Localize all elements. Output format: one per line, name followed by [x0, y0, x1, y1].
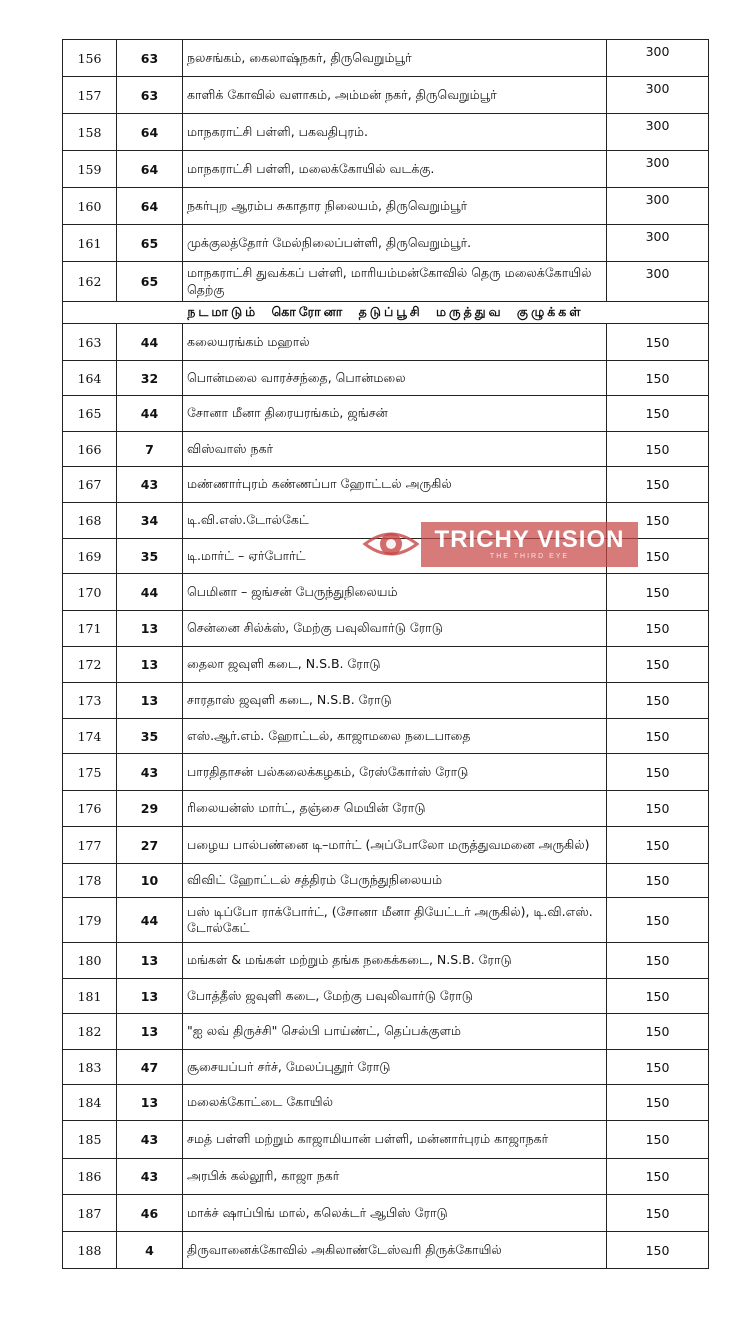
serial-number-cell: 184	[63, 1085, 117, 1121]
vaccine-count-cell: 150	[607, 979, 709, 1014]
watermark	[361, 522, 638, 567]
vaccine-count-cell: 150	[607, 719, 709, 754]
ward-number-cell: 64	[117, 114, 183, 151]
table-row	[63, 1121, 709, 1159]
table-row	[63, 683, 709, 719]
vaccine-count-cell: 150	[607, 467, 709, 503]
watermark-title: TRICHY VISION	[434, 526, 625, 553]
location-cell: மண்ணார்புரம் கண்ணப்பா ஹோட்டல் அருகில்	[183, 467, 607, 503]
ward-number-cell: 65	[117, 262, 183, 302]
serial-number-cell: 162	[63, 262, 117, 302]
table-row	[63, 114, 709, 151]
vaccine-count-cell: 300	[607, 262, 709, 302]
vaccine-count-cell: 300	[607, 77, 709, 114]
ward-number-cell: 13	[117, 611, 183, 647]
table-row	[63, 361, 709, 396]
location-cell: சமத் பள்ளி மற்றும் காஜாமியான் பள்ளி, மன்னார்புரம் காஜாநகர்	[183, 1121, 607, 1159]
table-row	[63, 1085, 709, 1121]
vaccine-count-cell: 150	[607, 683, 709, 719]
location-cell: "ஐ லவ் திருச்சி" செல்பி பாய்ண்ட், தெப்பக்குளம்	[183, 1014, 607, 1050]
ward-number-cell: 34	[117, 503, 183, 539]
serial-number-cell: 164	[63, 361, 117, 396]
table-row	[63, 943, 709, 979]
vaccine-count-cell: 150	[607, 503, 709, 539]
location-cell: ரிலையன்ஸ் மார்ட், தஞ்சை மெயின் ரோடு	[183, 791, 607, 827]
vaccine-count-cell: 150	[607, 1050, 709, 1085]
vaccine-count-cell: 150	[607, 754, 709, 791]
vaccine-count-cell: 150	[607, 361, 709, 396]
serial-number-cell: 183	[63, 1050, 117, 1085]
vaccine-count-cell: 150	[607, 1014, 709, 1050]
serial-number-cell: 161	[63, 225, 117, 262]
location-cell: பழைய பால்பண்னை டி–மார்ட் (அப்போலோ மருத்துவமனை அருகில்)	[183, 827, 607, 864]
vaccination-centres-table	[62, 39, 709, 1269]
vaccine-count-cell: 150	[607, 1195, 709, 1232]
table-row	[63, 791, 709, 827]
ward-number-cell: 64	[117, 188, 183, 225]
location-cell: மாநகராட்சி பள்ளி, மலைக்கோயில் வடக்கு.	[183, 151, 607, 188]
vaccine-count-cell: 150	[607, 791, 709, 827]
watermark-banner	[421, 522, 638, 567]
ward-number-cell: 44	[117, 574, 183, 611]
location-cell: விவிட் ஹோட்டல் சத்திரம் பேருந்துநிலையம்	[183, 864, 607, 898]
ward-number-cell: 13	[117, 1014, 183, 1050]
location-cell: எஸ்.ஆர்.எம். ஹோட்டல், காஜாமலை நடைபாதை	[183, 719, 607, 754]
ward-number-cell: 35	[117, 539, 183, 574]
table-row	[63, 432, 709, 467]
serial-number-cell: 178	[63, 864, 117, 898]
location-cell: அரபிக் கல்லூரி, காஜா நகர்	[183, 1159, 607, 1195]
table-row	[63, 1159, 709, 1195]
serial-number-cell: 172	[63, 647, 117, 683]
ward-number-cell: 7	[117, 432, 183, 467]
serial-number-cell: 163	[63, 324, 117, 361]
serial-number-cell: 179	[63, 898, 117, 943]
table-row	[63, 40, 709, 77]
table-row	[63, 754, 709, 791]
ward-number-cell: 44	[117, 898, 183, 943]
vaccine-count-cell: 150	[607, 539, 709, 574]
vaccine-count-cell: 150	[607, 647, 709, 683]
ward-number-cell: 43	[117, 754, 183, 791]
location-cell: மாநகராட்சி துவக்கப் பள்ளி, மாரியம்மன்கோவில் தெரு மலைக்கோயில் தெற்கு	[183, 262, 607, 302]
location-cell: மாநகராட்சி பள்ளி, பகவதிபுரம்.	[183, 114, 607, 151]
vaccine-count-cell: 150	[607, 1085, 709, 1121]
vaccine-count-cell: 300	[607, 225, 709, 262]
serial-number-cell: 156	[63, 40, 117, 77]
section-header-row	[63, 302, 709, 324]
location-cell: தைலா ஜவுளி கடை, N.S.B. ரோடு	[183, 647, 607, 683]
serial-number-cell: 170	[63, 574, 117, 611]
location-cell: சாரதாஸ் ஜவுளி கடை, N.S.B. ரோடு	[183, 683, 607, 719]
vaccine-count-cell: 150	[607, 396, 709, 432]
location-cell: பெமினா – ஜங்சன் பேருந்துநிலையம்	[183, 574, 607, 611]
location-cell: கலையரங்கம் மஹால்	[183, 324, 607, 361]
location-cell: பாரதிதாசன் பல்கலைக்கழகம், ரேஸ்கோர்ஸ் ரோடு	[183, 754, 607, 791]
serial-number-cell: 185	[63, 1121, 117, 1159]
table-row	[63, 324, 709, 361]
ward-number-cell: 44	[117, 324, 183, 361]
location-cell: பொன்மலை வாரச்சந்தை, பொன்மலை	[183, 361, 607, 396]
ward-number-cell: 47	[117, 1050, 183, 1085]
ward-number-cell: 64	[117, 151, 183, 188]
table-row	[63, 979, 709, 1014]
ward-number-cell: 35	[117, 719, 183, 754]
ward-number-cell: 13	[117, 647, 183, 683]
location-cell: நலசங்கம், கைலாஷ்நகர், திருவெறும்பூர்	[183, 40, 607, 77]
mobile-team-rows	[63, 324, 709, 1269]
serial-number-cell: 166	[63, 432, 117, 467]
ward-number-cell: 43	[117, 1159, 183, 1195]
location-cell: பஸ் டிப்போ ராக்போர்ட், (சோனா மீனா தியேட்டர் அருகில்), டி.வி.எஸ். டோல்கேட்	[183, 898, 607, 943]
vaccine-count-cell: 300	[607, 151, 709, 188]
vaccine-count-cell: 150	[607, 611, 709, 647]
table-row	[63, 1232, 709, 1269]
ward-number-cell: 63	[117, 40, 183, 77]
ward-number-cell: 4	[117, 1232, 183, 1269]
watermark-subtitle: THE THIRD EYE	[489, 553, 570, 560]
serial-number-cell: 160	[63, 188, 117, 225]
location-cell: முக்குலத்தோர் மேல்நிலைப்பள்ளி, திருவெறும்பூர்.	[183, 225, 607, 262]
vaccine-count-cell: 150	[607, 1232, 709, 1269]
ward-number-cell: 65	[117, 225, 183, 262]
location-cell: மங்கள் & மங்கள் மற்றும் தங்க நகைக்கடை, N.S.B. ரோடு	[183, 943, 607, 979]
section-header-body	[63, 302, 709, 324]
vaccine-count-cell: 300	[607, 114, 709, 151]
location-cell: நகர்புற ஆரம்ப சுகாதார நிலையம், திருவெறும்பூர்	[183, 188, 607, 225]
ward-number-cell: 13	[117, 943, 183, 979]
table-row	[63, 1050, 709, 1085]
serial-number-cell: 169	[63, 539, 117, 574]
vaccine-count-cell: 150	[607, 827, 709, 864]
ward-number-cell: 63	[117, 77, 183, 114]
serial-number-cell: 168	[63, 503, 117, 539]
ward-number-cell: 27	[117, 827, 183, 864]
serial-number-cell: 180	[63, 943, 117, 979]
serial-number-cell: 182	[63, 1014, 117, 1050]
vaccine-count-cell: 150	[607, 1159, 709, 1195]
serial-number-cell: 159	[63, 151, 117, 188]
section-header: நடமாடும் கொரோனா தடுப்பூசி மருத்துவ குழுக்கள்	[63, 302, 709, 324]
location-cell: டி.மார்ட் – ஏர்போர்ட்	[183, 539, 607, 574]
location-cell: மாக்ச் ஷாப்பிங் மால், கலெக்டர் ஆபிஸ் ரோடு	[183, 1195, 607, 1232]
table-row	[63, 574, 709, 611]
location-cell: விஸ்வாஸ் நகர்	[183, 432, 607, 467]
table-row	[63, 898, 709, 943]
ward-number-cell: 44	[117, 396, 183, 432]
vaccine-count-cell: 150	[607, 432, 709, 467]
vaccine-count-cell: 150	[607, 324, 709, 361]
fixed-centres-rows	[63, 40, 709, 302]
vaccine-count-cell: 150	[607, 943, 709, 979]
location-cell: போத்தீஸ் ஜவுளி கடை, மேற்கு பவுலிவார்டு ரோடு	[183, 979, 607, 1014]
ward-number-cell: 29	[117, 791, 183, 827]
serial-number-cell: 157	[63, 77, 117, 114]
ward-number-cell: 43	[117, 1121, 183, 1159]
serial-number-cell: 186	[63, 1159, 117, 1195]
serial-number-cell: 158	[63, 114, 117, 151]
table-row	[63, 151, 709, 188]
table-row	[63, 647, 709, 683]
vaccine-count-cell: 300	[607, 40, 709, 77]
serial-number-cell: 181	[63, 979, 117, 1014]
vaccine-count-cell: 150	[607, 574, 709, 611]
vaccine-count-cell: 150	[607, 1121, 709, 1159]
table-row	[63, 396, 709, 432]
vaccine-count-cell: 300	[607, 188, 709, 225]
table-row	[63, 225, 709, 262]
serial-number-cell: 187	[63, 1195, 117, 1232]
serial-number-cell: 171	[63, 611, 117, 647]
location-cell: சோனா மீனா திரையரங்கம், ஜங்சன்	[183, 396, 607, 432]
vaccine-count-cell: 150	[607, 864, 709, 898]
ward-number-cell: 43	[117, 467, 183, 503]
serial-number-cell: 188	[63, 1232, 117, 1269]
ward-number-cell: 32	[117, 361, 183, 396]
serial-number-cell: 165	[63, 396, 117, 432]
table-row	[63, 262, 709, 302]
serial-number-cell: 167	[63, 467, 117, 503]
table-row	[63, 188, 709, 225]
table-row	[63, 77, 709, 114]
serial-number-cell: 174	[63, 719, 117, 754]
table-row	[63, 611, 709, 647]
table-row	[63, 1195, 709, 1232]
table-row	[63, 1014, 709, 1050]
location-cell: காளிக் கோவில் வளாகம், அம்மன் நகர், திருவெறும்பூர்	[183, 77, 607, 114]
location-cell: திருவானைக்கோவில் அகிலாண்டேஸ்வரி திருக்கோயில்	[183, 1232, 607, 1269]
location-cell: மலைக்கோட்டை கோயில்	[183, 1085, 607, 1121]
table-row	[63, 467, 709, 503]
serial-number-cell: 175	[63, 754, 117, 791]
serial-number-cell: 173	[63, 683, 117, 719]
eye-logo-icon	[361, 522, 421, 567]
location-cell: சென்னை சில்க்ஸ், மேற்கு பவுலிவார்டு ரோடு	[183, 611, 607, 647]
vaccine-count-cell: 150	[607, 898, 709, 943]
table-row	[63, 719, 709, 754]
serial-number-cell: 177	[63, 827, 117, 864]
ward-number-cell: 13	[117, 1085, 183, 1121]
serial-number-cell: 176	[63, 791, 117, 827]
ward-number-cell: 13	[117, 979, 183, 1014]
table-row	[63, 827, 709, 864]
ward-number-cell: 10	[117, 864, 183, 898]
location-cell: சூசையப்பர் சர்ச், மேலப்புதூர் ரோடு	[183, 1050, 607, 1085]
ward-number-cell: 46	[117, 1195, 183, 1232]
ward-number-cell: 13	[117, 683, 183, 719]
location-cell: டி.வி.எஸ்.டோல்கேட்	[183, 503, 607, 539]
table-row	[63, 864, 709, 898]
